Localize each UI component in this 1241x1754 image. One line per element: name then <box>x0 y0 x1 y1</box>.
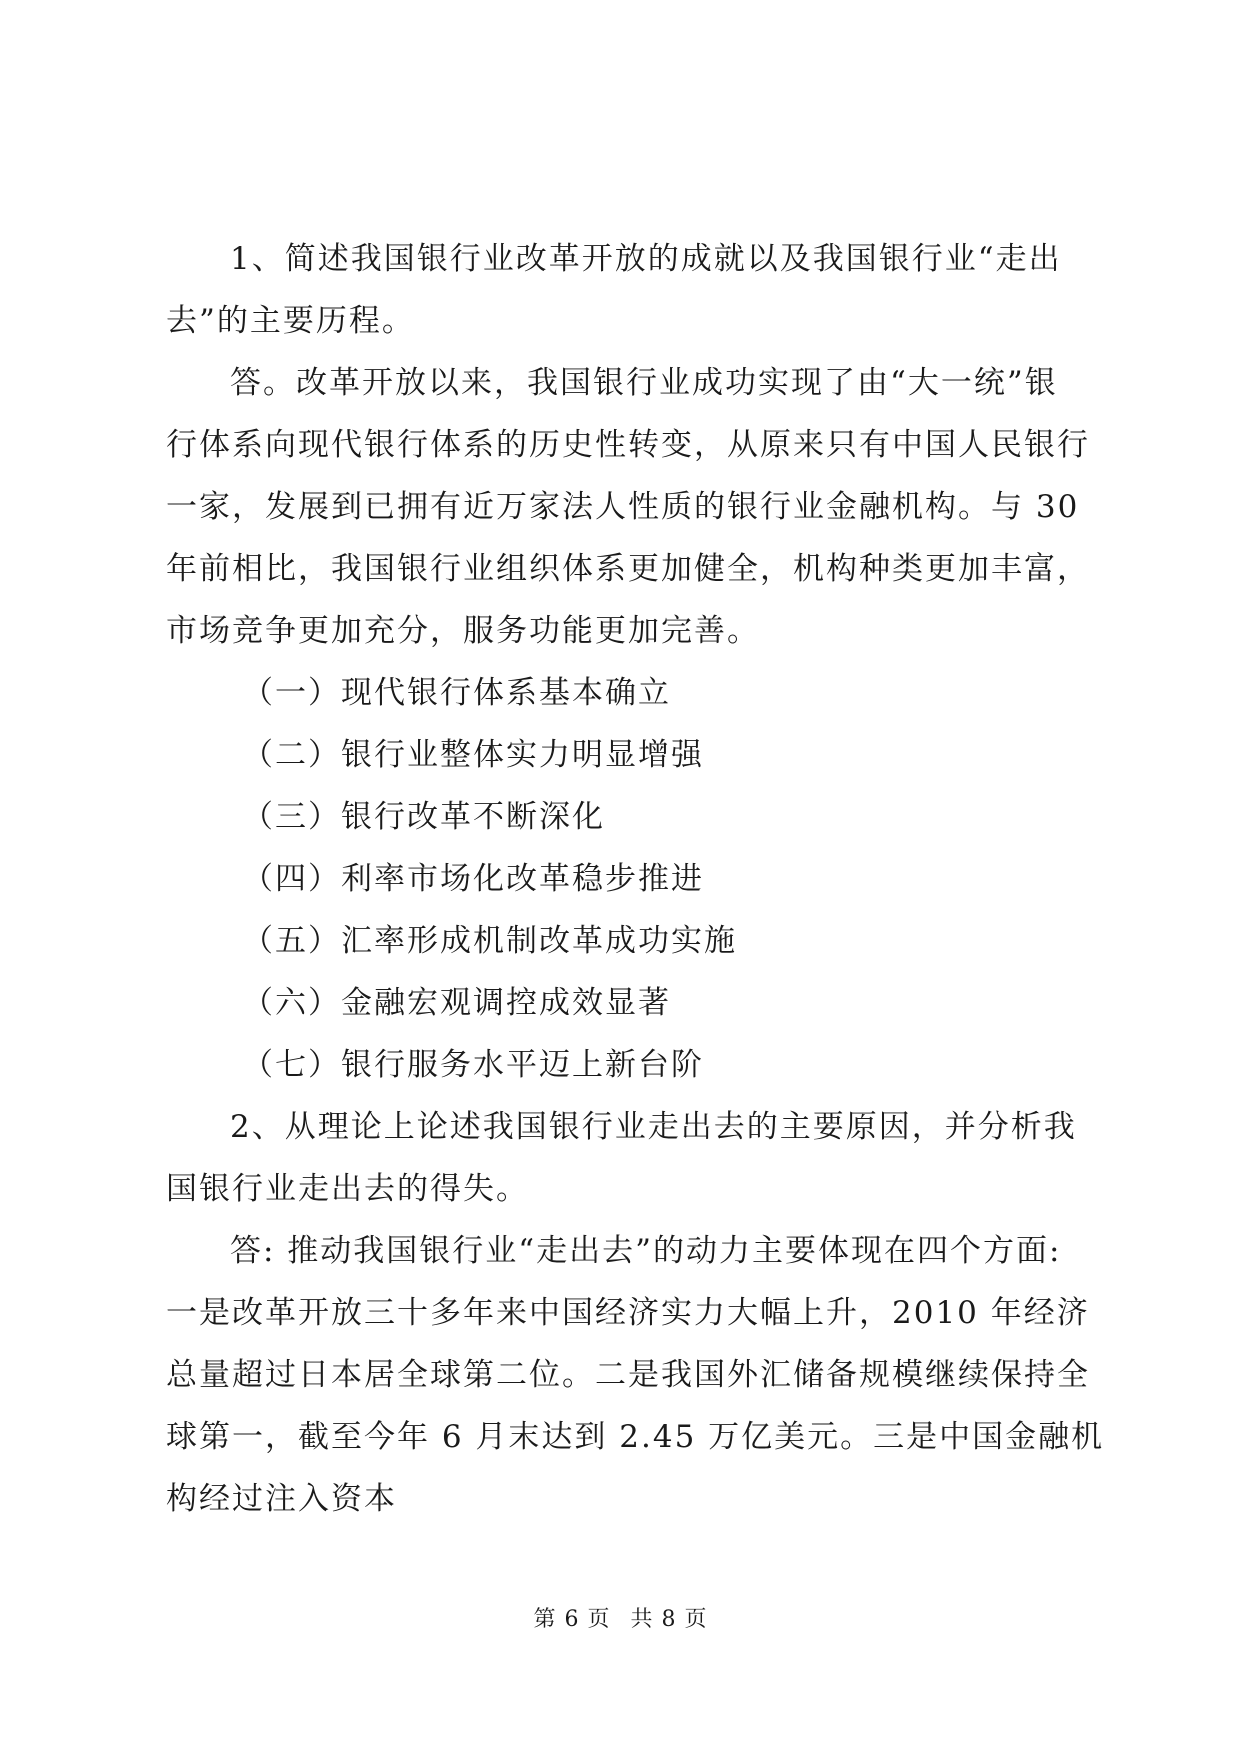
answer-1-line-4: 年前相比，我国银行业组织体系更加健全，机构种类更加丰富， <box>166 551 1090 587</box>
page-footer <box>0 1602 1241 1633</box>
answer-2-line-1: 答: 推动我国银行业“走出去”的动力主要体现在四个方面: <box>230 1233 1062 1269</box>
question-2-line-1: 2、从理论上论述我国银行业走出去的主要原因，并分析我 <box>230 1109 1077 1145</box>
answer-1-line-3: 一家，发展到已拥有近万家法人性质的银行业金融机构。与 30 <box>166 489 1080 525</box>
answer-1-line-1: 答。改革开放以来，我国银行业成功实现了由“大一统”银 <box>230 365 1058 401</box>
question-1-line-2: 去”的主要历程。 <box>166 303 415 339</box>
answer-2-line-4: 球第一，截至今年 6 月末达到 2.45 万亿美元。三是中国金融机 <box>166 1419 1105 1455</box>
list-item-2: （二）银行业整体实力明显增强 <box>242 737 704 773</box>
answer-1-line-2: 行体系向现代银行体系的历史性转变，从原来只有中国人民银行 <box>166 427 1090 463</box>
answer-1-line-5: 市场竞争更加充分，服务功能更加完善。 <box>166 613 760 649</box>
answer-2-line-5: 构经过注入资本 <box>166 1481 397 1517</box>
page-total: 共 8 页 <box>630 1607 708 1632</box>
document-body <box>166 228 1105 1530</box>
answer-2-line-2: 一是改革开放三十多年来中国经济实力大幅上升，2010 年经济 <box>166 1295 1090 1331</box>
list-item-7: （七）银行服务水平迈上新台阶 <box>242 1047 704 1083</box>
list-item-5: （五）汇率形成机制改革成功实施 <box>242 923 737 959</box>
question-1-line-1: 1、简述我国银行业改革开放的成就以及我国银行业“走出 <box>230 241 1062 277</box>
answer-2-line-3: 总量超过日本居全球第二位。二是我国外汇储备规模继续保持全 <box>166 1357 1090 1393</box>
page-number: 第 6 页 <box>533 1607 611 1632</box>
question-2-line-2: 国银行业走出去的得失。 <box>166 1171 529 1207</box>
list-item-6: （六）金融宏观调控成效显著 <box>242 985 671 1021</box>
list-item-3: （三）银行改革不断深化 <box>242 799 605 835</box>
list-item-4: （四）利率市场化改革稳步推进 <box>242 861 704 897</box>
list-item-1: （一）现代银行体系基本确立 <box>242 675 671 711</box>
